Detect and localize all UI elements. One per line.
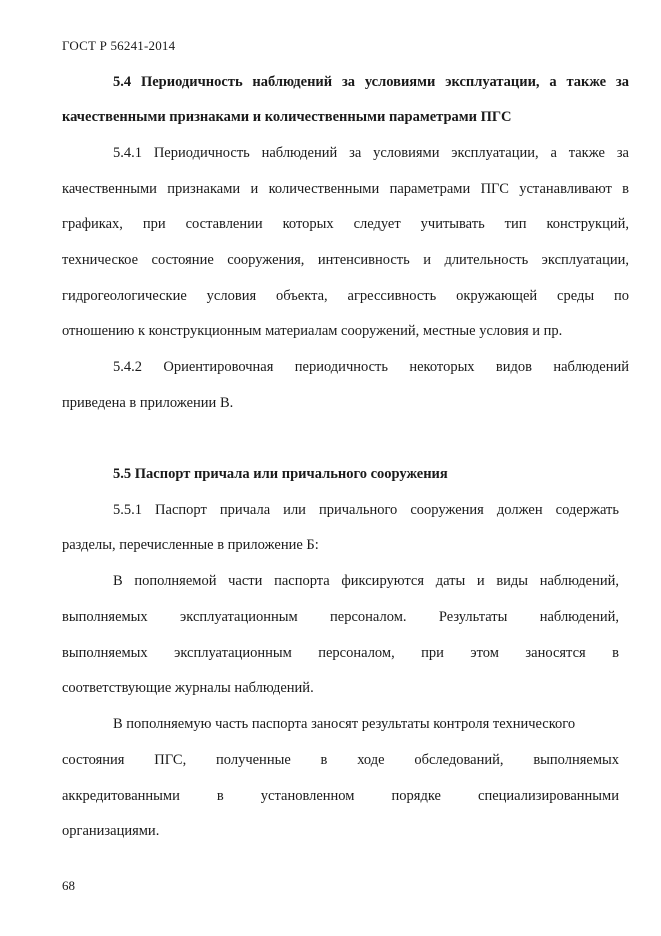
section-5-4-heading-line-2: качественными признаками и количественными параметрами ПГС — [62, 109, 512, 125]
paragraph-5-4-2-line: 5.4.2 Ориентировочная периодичность некоторых видов наблюдений — [113, 359, 629, 375]
paragraph-5-4-1-line: качественными признаками и количественными параметрами ПГС устанавливают в — [62, 181, 629, 197]
document-code: ГОСТ Р 56241-2014 — [62, 38, 176, 53]
paragraph-technical-state-line: аккредитованными в установленном порядке специализированными — [62, 788, 619, 804]
paragraph-5-4-1-line: графиках, при составлении которых следует учитывать тип конструкций, — [62, 216, 629, 232]
paragraph-5-4-1-line: 5.4.1 Периодичность наблюдений за условиями эксплуатации, а также за — [113, 145, 629, 161]
paragraph-fillable-part-line: выполняемых эксплуатационным персоналом. Результаты наблюдений, — [62, 609, 619, 625]
paragraph-technical-state-line: состояния ПГС, полученные в ходе обследований, выполняемых — [62, 752, 619, 768]
paragraph-5-4-1-line: техническое состояние сооружения, интенсивность и длительность эксплуатации, — [62, 252, 629, 268]
paragraph-technical-state-line: организациями. — [62, 823, 160, 839]
paragraph-fillable-part-line: В пополняемой части паспорта фиксируются даты и виды наблюдений, — [113, 573, 619, 589]
paragraph-fillable-part-line: выполняемых эксплуатационным персоналом, при этом заносятся в — [62, 645, 619, 661]
paragraph-5-5-1-line: 5.5.1 Паспорт причала или причального сооружения должен содержать — [113, 502, 619, 518]
paragraph-5-4-1-line: отношению к конструкционным материалам сооружений, местные условия и пр. — [62, 323, 563, 339]
paragraph-technical-state-line: В пополняемую часть паспорта заносят результаты контроля технического — [113, 716, 576, 732]
section-5-4-heading-line-1: 5.4 Периодичность наблюдений за условиями эксплуатации, а также за — [113, 74, 629, 90]
page-number: 68 — [62, 878, 75, 893]
paragraph-fillable-part-line: соответствующие журналы наблюдений. — [62, 680, 314, 696]
section-5-5-heading: 5.5 Паспорт причала или причального сооружения — [113, 466, 448, 482]
paragraph-5-5-1-line: разделы, перечисленные в приложение Б: — [62, 537, 319, 553]
paragraph-5-4-2-line: приведена в приложении В. — [62, 395, 234, 411]
paragraph-5-4-1-line: гидрогеологические условия объекта, агрессивность окружающей среды по — [62, 288, 629, 304]
